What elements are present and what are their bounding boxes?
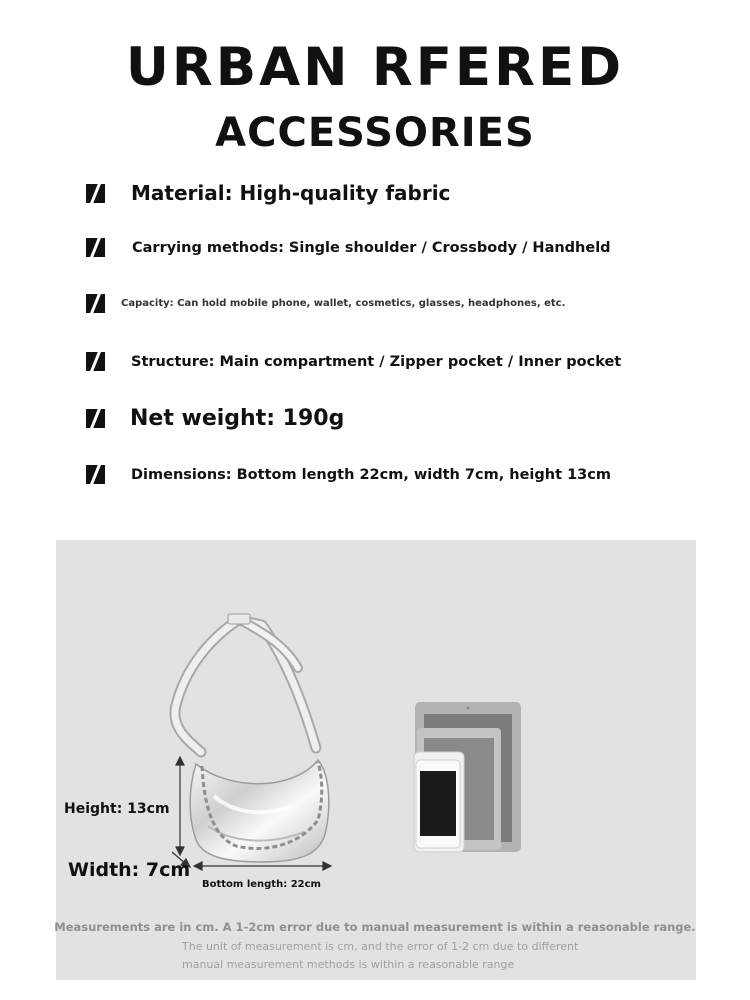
spec-text: Dimensions: Bottom length 22cm, width 7cm, height 13cm [131,466,611,483]
height-label: Height: 13cm [64,801,170,817]
spec-text: Material: High-quality fabric [131,181,451,205]
bottom-length-arrow [194,862,331,870]
measurement-note: Measurements are in cm. A 1-2cm error due to manual measurement is within a reasonable range. [54,920,696,934]
measurement-note-secondary: The unit of measurement is cm, and the error of 1-2 cm due to different manual measurement methods is within a reasonable range [182,940,579,971]
width-label: Width: 7cm [68,859,191,881]
spec-text: Net weight: 190g [130,406,345,431]
bottom-length-label: Bottom length: 22cm [202,879,321,890]
brand-title: URBAN RFERED [125,37,625,98]
spec-text: Capacity: Can hold mobile phone, wallet, cosmetics, glasses, headphones, etc. [121,298,566,309]
height-arrow [176,757,184,855]
brand-subtitle: ACCESSORIES [215,110,535,156]
bag-strap [175,620,316,752]
phone-small [416,760,460,848]
strap-buckle [228,614,250,624]
spec-text: Structure: Main compartment / Zipper pocket / Inner pocket [131,353,622,370]
spec-text: Carrying methods: Single shoulder / Crossbody / Handheld [132,239,611,256]
